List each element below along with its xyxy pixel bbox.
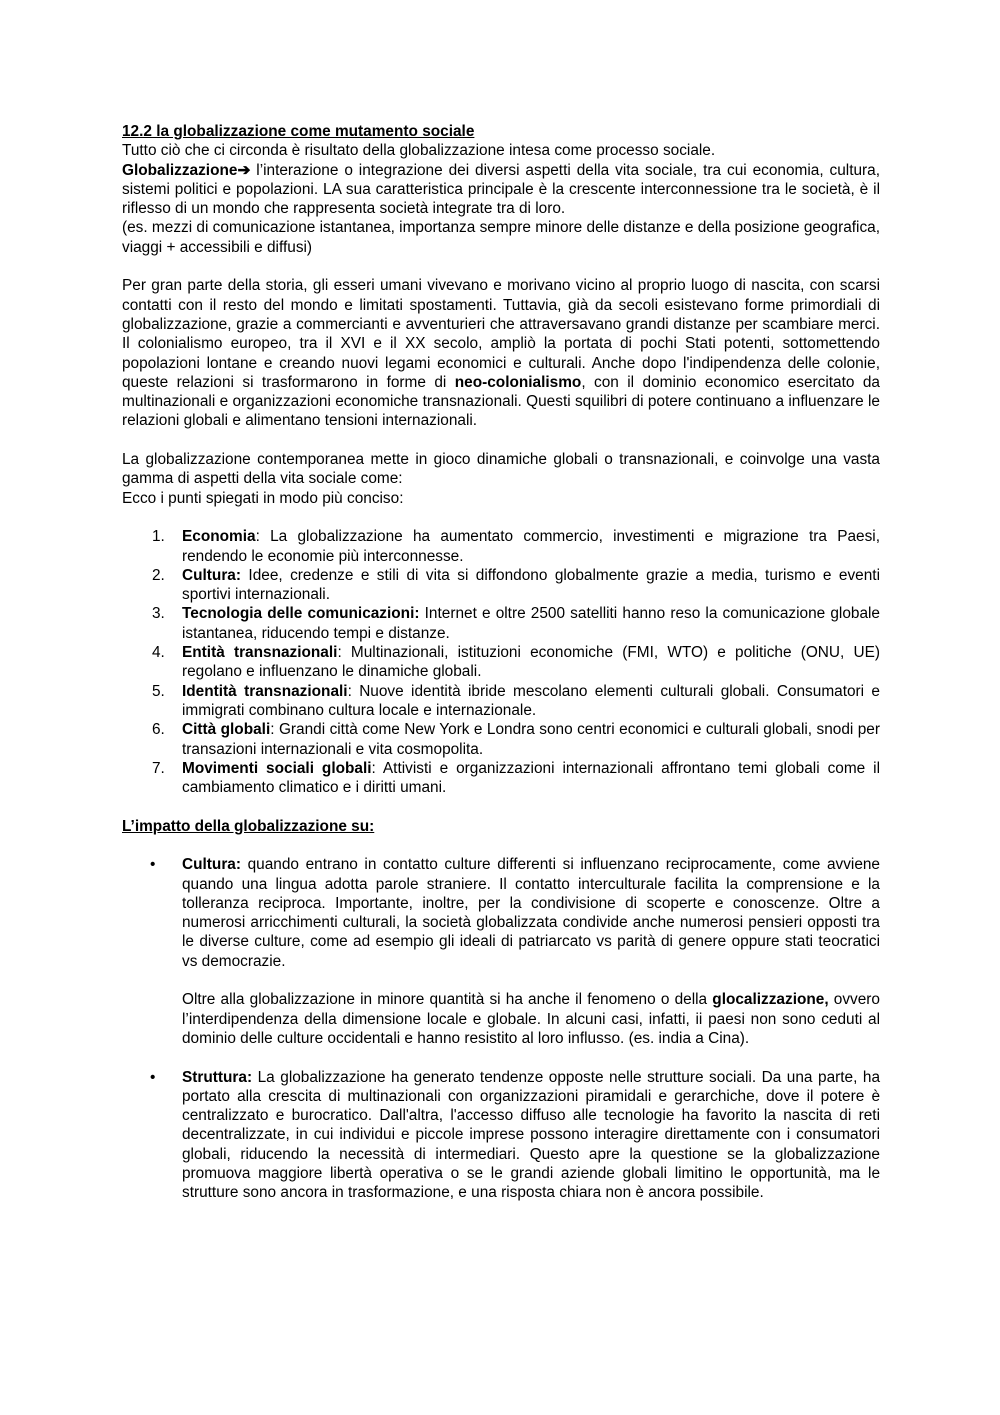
neo-colonialism-term: neo-colonialismo: [454, 373, 582, 391]
point-label: Movimenti sociali globali: [182, 759, 372, 777]
point-label: Cultura:: [182, 566, 241, 584]
point-text: : La globalizzazione ha aumentato commercio, investimenti e migrazione tra Paesi, rendendo le economie più interconnesse.: [182, 528, 880, 565]
impact-heading: L’impatto della globalizzazione su:: [122, 817, 375, 835]
point-label: Identità transnazionali: [182, 682, 348, 700]
point-text: : Grandi città come New York e Londra sono centri economici e culturali globali, snodi per transazioni internazionali e vita cosmopolita.: [182, 721, 880, 758]
culture-label: Cultura:: [182, 856, 241, 874]
definition-term: Globalizzazione: [122, 161, 238, 179]
glocal-text-before: Oltre alla globalizzazione in minore quantità si ha anche il fenomeno o della: [182, 991, 713, 1009]
history-text-before: Per gran parte della storia, gli esseri umani vivevano e morivano vicino al proprio luogo di nascita, con scarsi contatti con il resto del mondo e limitati spostamenti. Tuttavia, già da secoli esistevano forme primordiali di globalizzazione, grazie a commercianti e avventurieri che attraversavano grandi distanze per scambiare merci. Il colonialismo europeo, tra il XVI e il XX secolo, ampliò la portata di pochi Stati potenti, sottomettendo popolazioni lontane e creando nuovi legami economici e culturali. Anche dopo l'indipendenza delle colonie, queste relazioni si trasformarono in forme di: [122, 277, 880, 391]
impact-culture: [122, 855, 880, 1067]
list-item: 4. Entità transnazionali: Multinazionali, istituzioni economiche (FMI, WTO) e politiche (ONU, UE) regolano e influenzano le dinamiche globali.: [152, 644, 880, 681]
document-page: [122, 122, 880, 1203]
bullet-icon: •: [150, 1068, 156, 1086]
impacts-list: [122, 855, 880, 1202]
points-list: [122, 527, 880, 797]
structure-text: La globalizzazione ha generato tendenze opposte nelle strutture sociali. Da una parte, ha portato alla crescita di multinazionali con organizzazioni piramidali e gerarchiche, dove il potere è centralizzato e burocratico. Dall'altra, l'accesso diffuso alle tecnologie ha favorito la nascita di reti decentralizzate, in cui individui e piccole imprese possono interagire direttamente con i consumatori globali, riducendo la necessità di intermediari. Questo apre la questione se la globalizzazione promuova maggiore libertà operativa o se le grandi aziende globali limitino le opportunità, ma le strutture sono ancora in trasformazione, e una risposta chiara non è ancora possibile.: [182, 1068, 880, 1202]
history-text-after: , con il dominio economico esercitato da multinazionali e organizzazioni economiche transnazionali. Questi squilibri di potere continuano a influenzare le relazioni globali e alimentano tensioni internazionali.: [122, 373, 880, 430]
point-text: : Attivisti e organizzazioni internazionali affrontano temi globali come il cambiamento climatico e i diritti umani.: [182, 759, 880, 797]
structure-label: Struttura:: [182, 1068, 253, 1086]
definition-text: l’interazione o integrazione dei diversi aspetti della vita sociale, tra cui economia, cultura, sistemi politici e popolazioni. LA sua caratteristica principale è la crescente interconnessione tra le società, è il riflesso di un mondo che rappresenta società integrate tra di loro.: [122, 161, 880, 218]
glocal-paragraph: [182, 990, 880, 1048]
definition-paragraph: [122, 161, 880, 219]
bullet-icon: •: [150, 856, 156, 874]
list-item: 5. Identità transnazionali: Nuove identità ibride mescolano elementi culturali globali. Consumatori e immigrati combinano cultura locale e internazionale.: [152, 682, 880, 719]
glocalization-term: glocalizzazione,: [712, 991, 829, 1009]
definition-example: (es. mezzi di comunicazione istantanea, importanza sempre minore delle distanze e della posizione geografica, viaggi + accessibili e diffusi): [122, 219, 880, 256]
point-label: Città globali: [182, 721, 271, 739]
point-label: Economia: [182, 528, 256, 546]
culture-text: quando entrano in contatto culture differenti si influenzano reciprocamente, come avviene quando una lingua adotta parole straniere. Il contatto interculturale facilita la comprensione e la tolleranza reciproca. Importante, inoltre, per la condivisione di scoperte e conoscenze. Oltre a numerosi arricchimenti culturali, la società globalizzata condivide anche numerosi pensieri opposti tra le diverse culture, come ad esempio gli ideali di patriarcato vs parità di genere oppure stati teocratici vs democrazie.: [182, 856, 880, 970]
list-item: 6. Città globali: Grandi città come New York e Londra sono centri economici e culturali globali, snodi per transazioni internazionali e vita cosmopolita.: [152, 721, 880, 758]
culture-paragraph: [182, 855, 880, 971]
arrow-right-icon: ➔: [237, 161, 251, 179]
points-lead: Ecco i punti spiegati in modo più conciso:: [122, 489, 404, 507]
point-text: Internet e oltre 2500 satelliti hanno reso la comunicazione globale istantanea, riducendo tempi e distanze.: [182, 605, 880, 642]
glocal-text-after: ovvero l’interdipendenza della dimensione locale e globale. In alcuni casi, infatti, ii paesi non sono ceduti al dominio delle culture occidentali e hanno resistito al loro influsso. (es. india a Cina).: [182, 991, 880, 1047]
list-item: 3. Tecnologia delle comunicazioni: Internet e oltre 2500 satelliti hanno reso la comunicazione globale istantanea, riducendo tempi e distanze.: [152, 605, 880, 642]
section-heading: 12.2 la globalizzazione come mutamento sociale: [122, 123, 475, 140]
history-paragraph: [122, 276, 880, 430]
list-item: 7. Movimenti sociali globali: Attivisti e organizzazioni internazionali affrontano temi globali come il cambiamento climatico e i diritti umani.: [152, 759, 880, 797]
point-text: : Nuove identità ibride mescolano elementi culturali globali. Consumatori e immigrati combinano cultura locale e internazionale.: [182, 682, 880, 719]
point-text: : Multinazionali, istituzioni economiche (FMI, WTO) e politiche (ONU, UE) regolano e influenzano le dinamiche globali.: [182, 644, 880, 681]
intro-paragraph: Tutto ciò che ci circonda è risultato della globalizzazione intesa come processo sociale.: [122, 142, 716, 160]
point-text: Idee, credenze e stili di vita si diffondono globalmente grazie a media, turismo e eventi sportivi internazionali.: [182, 566, 880, 604]
list-item: 2. Cultura: Idee, credenze e stili di vita si diffondono globalmente grazie a media, turismo e eventi sportivi internazionali.: [152, 566, 880, 604]
list-item: 1. Economia: La globalizzazione ha aumentato commercio, investimenti e migrazione tra Paesi, rendendo le economie più interconnesse.: [152, 528, 880, 565]
point-label: Tecnologia delle comunicazioni:: [182, 605, 420, 623]
impact-structure: [122, 1068, 880, 1203]
structure-paragraph: [182, 1068, 880, 1203]
point-label: Entità transnazionali: [182, 644, 338, 662]
contemporary-paragraph: La globalizzazione contemporanea mette in gioco dinamiche globali o transnazionali, e coinvolge una vasta gamma di aspetti della vita sociale come:: [122, 451, 880, 488]
